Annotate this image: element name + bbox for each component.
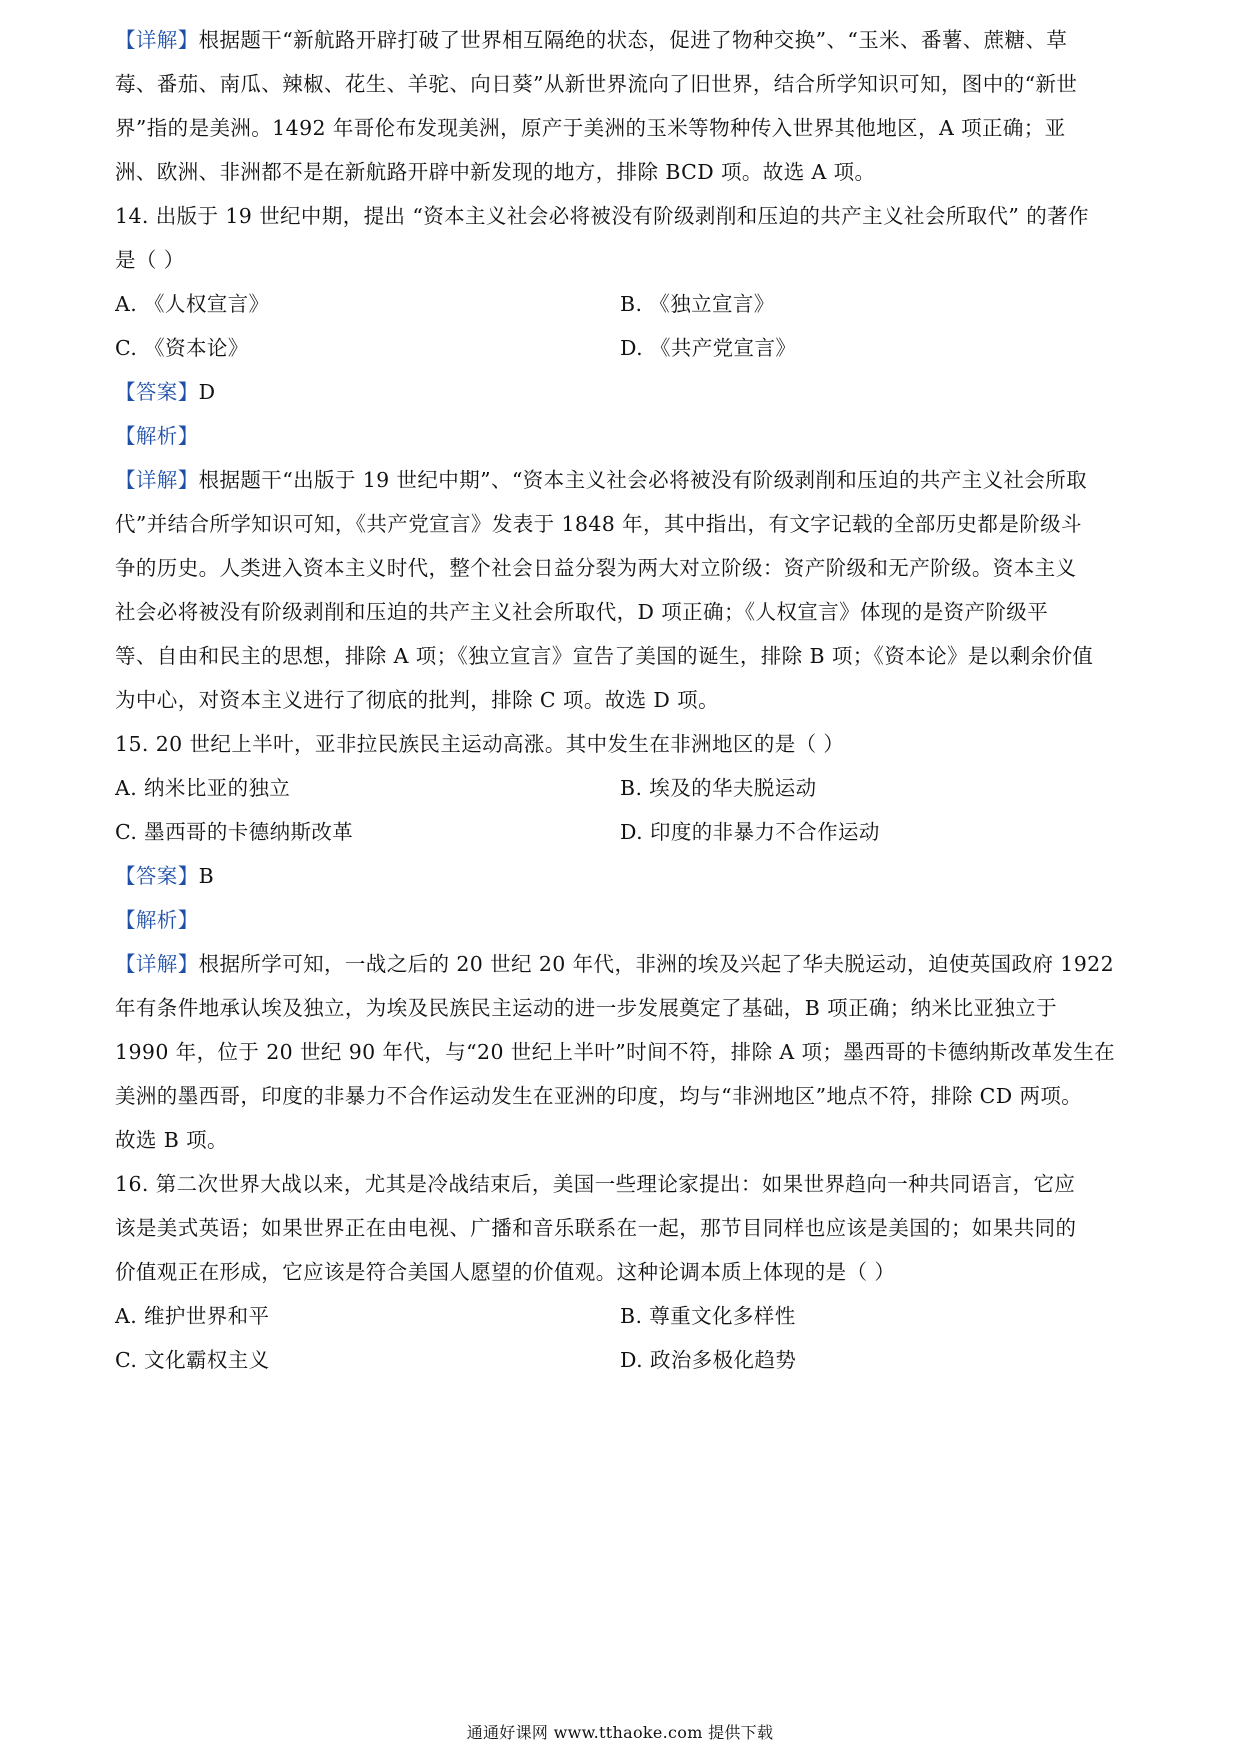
answer-value: B [198,864,215,888]
detail-tag: 【详解】 [115,28,199,52]
q16-stem-line-2: 该是美式英语；如果世界正在由电视、广播和音乐联系在一起，那节目同样也应该是美国的；如果共同的 [115,1216,1077,1240]
q15-option-a: A. 纳米比亚的独立 [115,776,291,800]
q15-analysis-tag: 【解析】 [115,908,199,932]
answer-tag: 【答案】 [115,380,199,404]
q15-detail-line-3: 1990 年，位于 20 世纪 90 年代，与“20 世纪上半叶”时间不符，排除 A 项；墨西哥的卡德纳斯改革发生在 [115,1040,1116,1064]
q15-option-c: C. 墨西哥的卡德纳斯改革 [115,820,354,844]
q14-detail-line-2: 代”并结合所学知识可知，《共产党宣言》发表于 1848 年，其中指出，有文字记载的全部历史都是阶级斗 [115,512,1082,536]
q14-option-c: C. 《资本论》 [115,336,249,360]
q15-detail-line-1: 【详解】根据所学可知，一战之后的 20 世纪 20 年代，非洲的埃及兴起了华夫脱运动，迫使英国政府 1922 [115,952,1115,976]
detail-tag: 【详解】 [115,952,199,976]
q13-detail-line-1: 【详解】根据题干“新航路开辟打破了世界相互隔绝的状态，促进了物种交换”、“玉米、番薯、蔗糖、草 [115,28,1068,52]
q14-answer [115,376,1125,408]
q14-detail-line-4: 社会必将被没有阶级剥削和压迫的共产主义社会所取代，D 项正确；《人权宣言》体现的是资产阶级平 [115,600,1049,624]
answer-value: D [198,380,216,404]
q14-option-d: D. 《共产党宣言》 [620,336,797,360]
q14-option-b: B. 《独立宣言》 [620,292,775,316]
q13-detail-line-3: 界”指的是美洲。1492 年哥伦布发现美洲，原产于美洲的玉米等物种传入世界其他地区，A 项正确；亚 [115,116,1066,140]
q16-option-b: B. 尊重文化多样性 [620,1304,796,1328]
q15-detail-line-4: 美洲的墨西哥，印度的非暴力不合作运动发生在亚洲的印度，均与“非洲地区”地点不符，排除 CD 两项。 [115,1084,1083,1108]
q15-answer [115,860,1125,892]
q15-option-b: B. 埃及的华夫脱运动 [620,776,817,800]
q14-detail-line-6: 为中心，对资本主义进行了彻底的批判，排除 C 项。故选 D 项。 [115,688,719,712]
q14-stem-line-2: 是（ ） [115,248,185,272]
q16-stem-line-1: 16. 第二次世界大战以来，尤其是冷战结束后，美国一些理论家提出：如果世界趋向一种共同语言，它应 [115,1172,1076,1196]
q13-detail-line-2: 莓、番茄、南瓜、辣椒、花生、羊驼、向日葵”从新世界流向了旧世界，结合所学知识可知，图中的“新世 [115,72,1078,96]
q15-stem-line-1: 15. 20 世纪上半叶，亚非拉民族民主运动高涨。其中发生在非洲地区的是（ ） [115,732,845,756]
q15-detail-line-5: 故选 B 项。 [115,1128,228,1152]
q14-detail-line-5: 等、自由和民主的思想，排除 A 项；《独立宣言》宣告了美国的诞生，排除 B 项；《资本论》是以剩余价值 [115,644,1094,668]
q14-option-a: A. 《人权宣言》 [115,292,270,316]
q14-detail-line-1: 【详解】根据题干“出版于 19 世纪中期”、“资本主义社会必将被没有阶级剥削和压迫的共产主义社会所取 [115,468,1088,492]
q16-stem-line-3: 价值观正在形成，它应该是符合美国人愿望的价值观。这种论调本质上体现的是（ ） [115,1260,896,1284]
q16-option-c: C. 文化霸权主义 [115,1348,270,1372]
q13-detail-line-4: 洲、欧洲、非洲都不是在新航路开辟中新发现的地方，排除 BCD 项。故选 A 项。 [115,160,876,184]
q14-stem-line-1: 14. 出版于 19 世纪中期，提出 “资本主义社会必将被没有阶级剥削和压迫的共产主义社会所取代” 的著作 [115,204,1089,228]
detail-tag: 【详解】 [115,468,199,492]
answer-tag: 【答案】 [115,864,199,888]
page-footer: 通通好课网 www.tthaoke.com 提供下载 [466,1723,774,1742]
q14-analysis-tag: 【解析】 [115,424,199,448]
q16-option-d: D. 政治多极化趋势 [620,1348,797,1372]
q15-option-d: D. 印度的非暴力不合作运动 [620,820,880,844]
q15-detail-line-2: 年有条件地承认埃及独立，为埃及民族民主运动的进一步发展奠定了基础，B 项正确；纳米比亚独立于 [115,996,1057,1020]
q16-option-a: A. 维护世界和平 [115,1304,270,1328]
q14-detail-line-3: 争的历史。人类进入资本主义时代，整个社会日益分裂为两大对立阶级：资产阶级和无产阶级。资本主义 [115,556,1077,580]
